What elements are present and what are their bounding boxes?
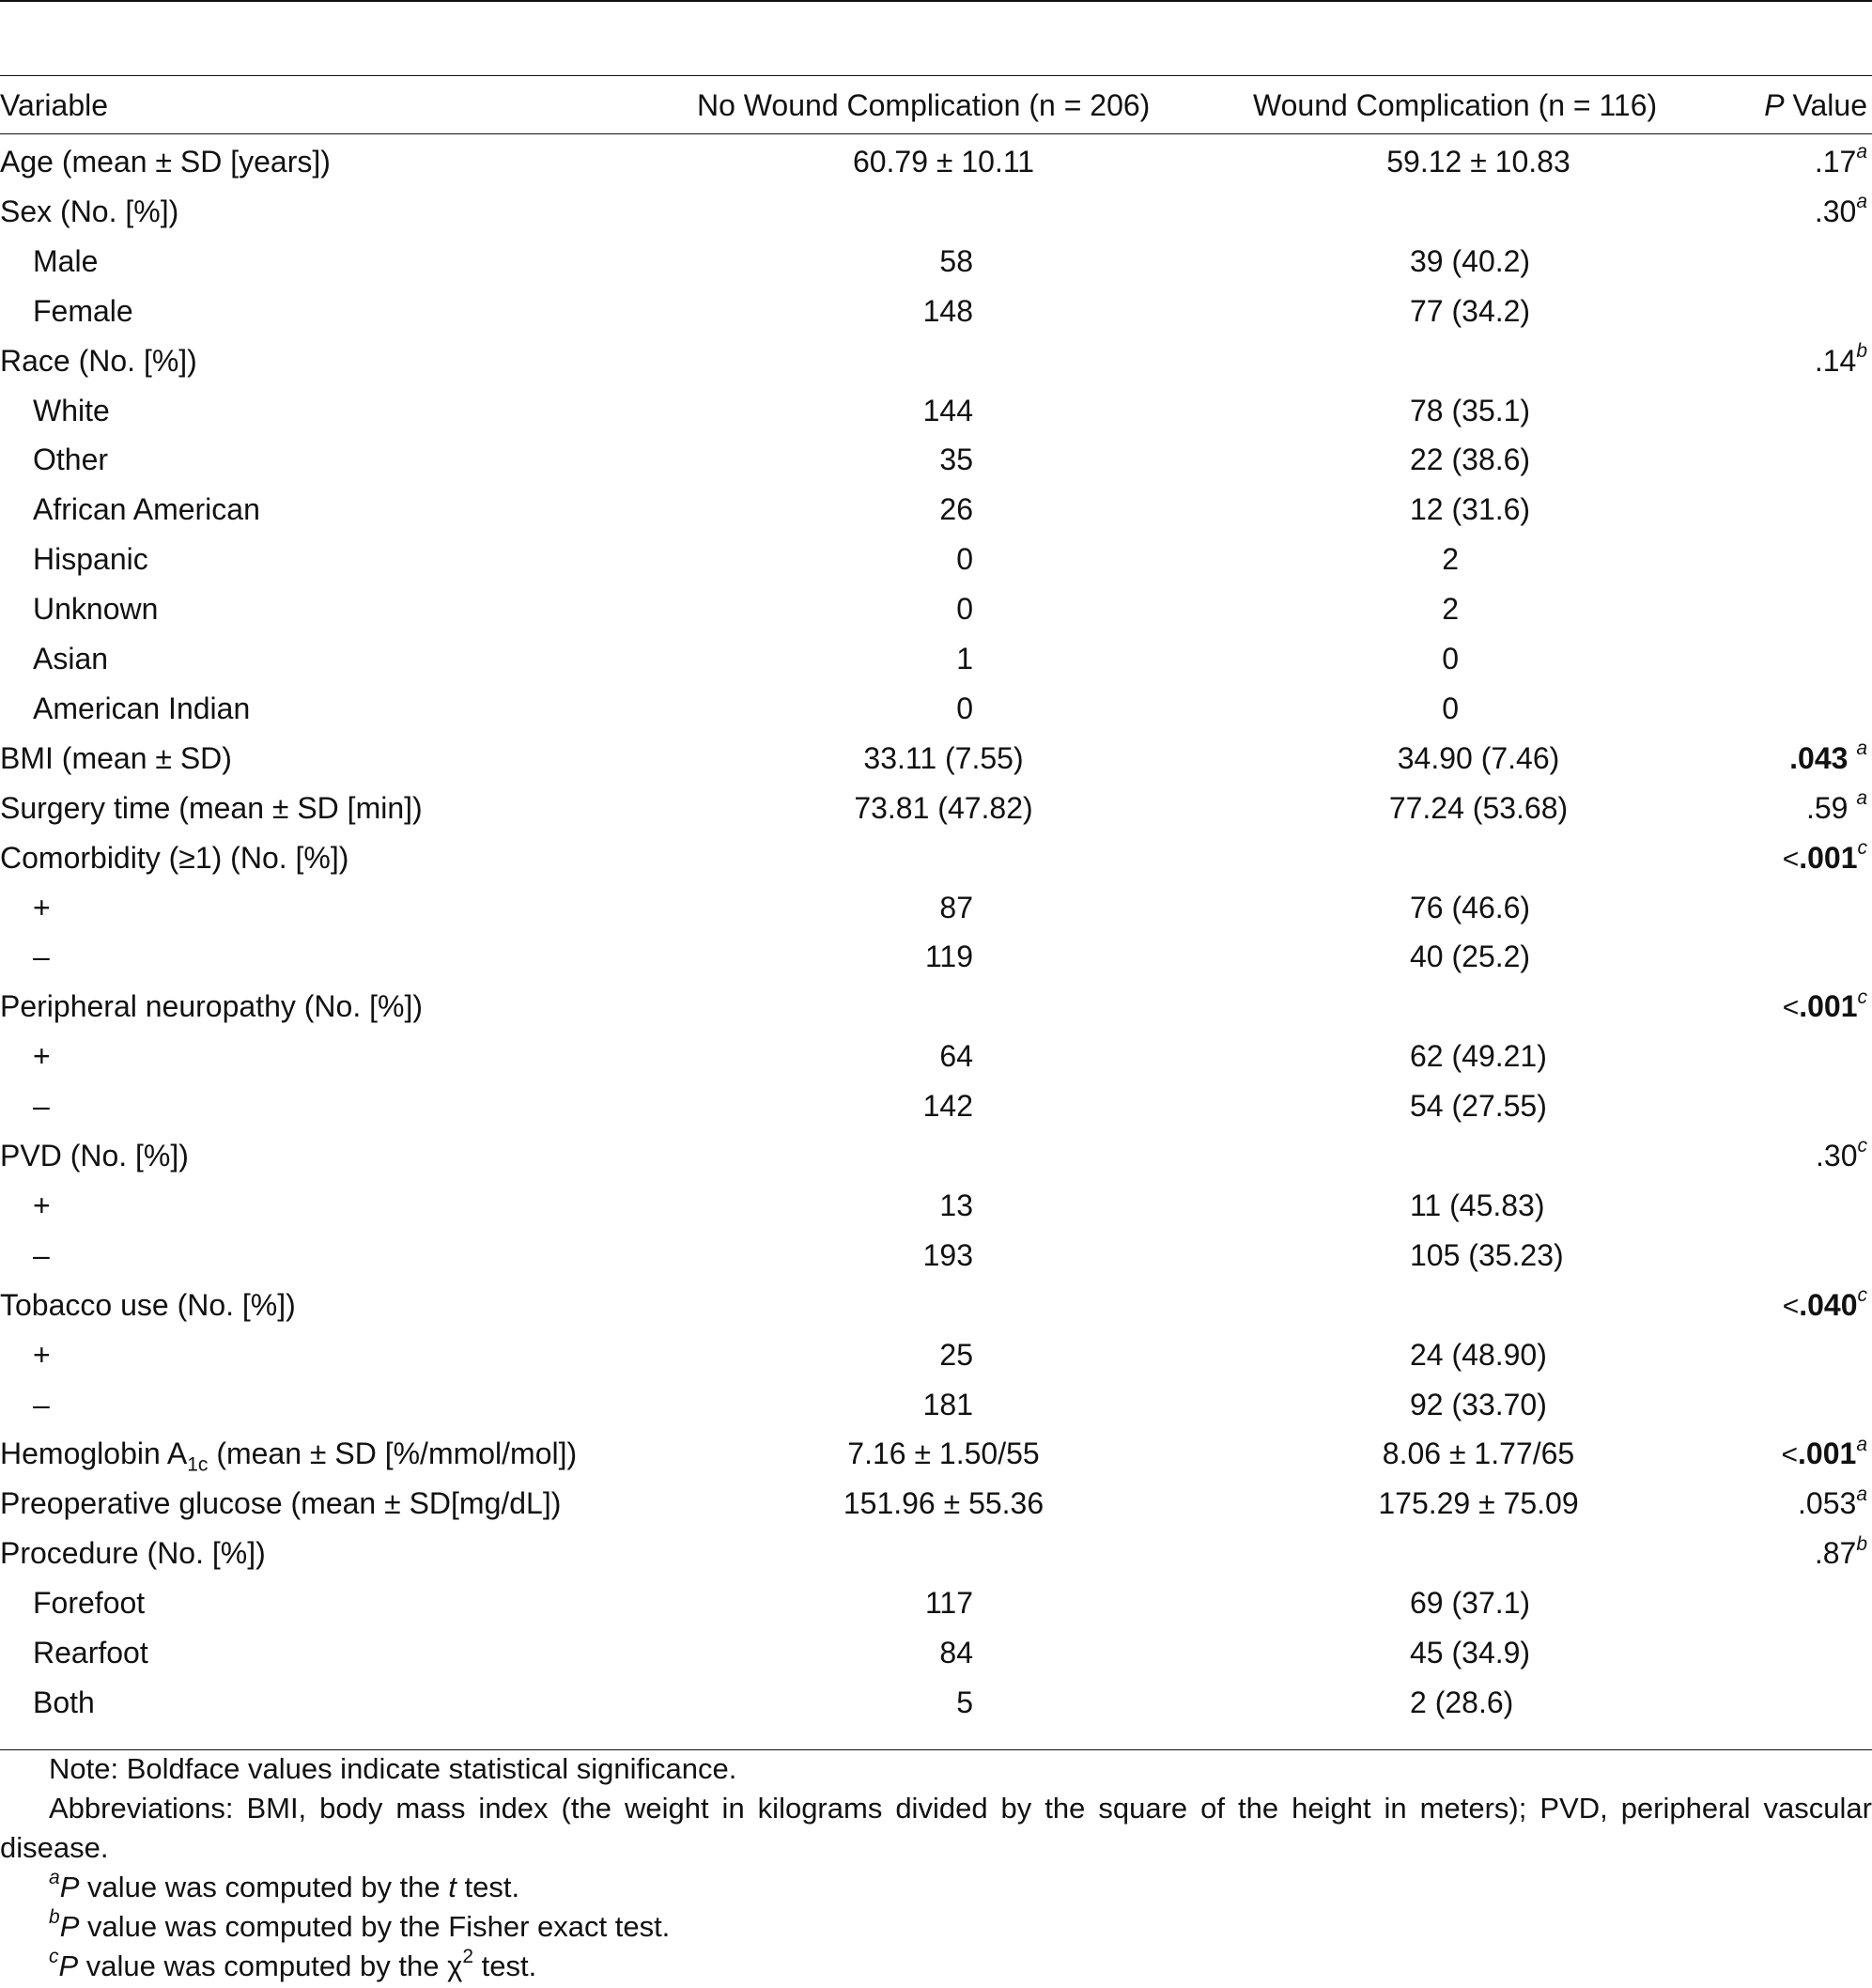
cell-wound: 34.90 (7.46) [1397,740,1560,775]
cell-variable: Preoperative glucose (mean ± SD[mg/dL]) [0,1486,562,1521]
footnote-b: $^b$P value was computed by the Fisher exact test. [49,1905,671,1943]
header-top-rule [0,75,1872,76]
table-notes [0,1749,1872,1986]
table-row [0,485,1872,535]
cell-variable: Age (mean ± SD [years]) [0,145,331,179]
table-row [0,1529,1872,1578]
cell-no-wound: 25 [939,1337,973,1372]
table-row [0,336,1872,386]
cell-no-wound: 148 [922,293,973,328]
cell-variable: Hemoglobin $A_{1c}$ (mean ± SD [%/mmol/mol]) [0,1437,578,1476]
table-row [0,684,1872,734]
cell-wound: 78 (35.1) [1410,393,1531,427]
table-row [0,287,1872,336]
cell-variable: Forefoot [33,1586,146,1621]
cell-variable: – [33,1237,50,1272]
table-row [0,1578,1872,1628]
cell-p-value: .053$^a$ [1798,1483,1867,1521]
table-row [0,137,1872,187]
cell-variable: BMI (mean ± SD) [0,740,232,775]
table-row [0,1479,1872,1529]
cell-wound: 92 (33.70) [1410,1387,1547,1421]
table-row [0,237,1872,287]
table-row [0,535,1872,584]
cell-no-wound: 64 [939,1039,973,1074]
cell-variable: Comorbidity (≥1) (No. [%]) [0,840,349,875]
cell-p-value: .59 $^a$ [1805,787,1867,825]
table-top-rule [0,0,1872,2]
cell-no-wound: 0 [956,592,973,627]
table-row [0,1678,1872,1728]
table-header-row [0,81,1872,131]
table-row [0,982,1872,1032]
cell-variable: African American [33,492,260,527]
cell-no-wound: 117 [924,1586,973,1621]
table-row [0,634,1872,684]
cell-variable: + [33,890,51,924]
table-row [0,1429,1872,1479]
cell-no-wound: 119 [924,940,973,974]
table-row [0,932,1872,982]
header-p-value: P Value [1764,88,1867,122]
cell-p-value: <.001$^c$ [1782,986,1867,1024]
cell-wound: 175.29 ± 75.09 [1378,1486,1579,1521]
table-row [0,1081,1872,1131]
table-row [0,1330,1872,1380]
cell-no-wound: 181 [922,1387,973,1421]
cell-wound: 12 (31.6) [1410,492,1531,527]
cell-variable: Both [33,1685,95,1719]
footnote-c: $^c$P value was computed by the $\chi^2$ test. [49,1945,537,1982]
cell-variable: Procedure (No. [%]) [0,1536,266,1571]
cell-variable: + [33,1188,51,1222]
cell-wound: 24 (48.90) [1410,1337,1547,1372]
cell-no-wound: 58 [939,243,973,278]
table-row [0,1131,1872,1181]
cell-p-value: .14$^b$ [1814,339,1867,378]
cell-wound: 40 (25.2) [1410,940,1531,974]
cell-variable: American Indian [33,691,251,725]
cell-variable: – [33,1387,50,1421]
table-row [0,386,1872,436]
cell-no-wound: 13 [939,1188,973,1222]
header-no-wound: No Wound Complication (n = 206) [697,88,1151,122]
note-abbreviations: Abbreviations: BMI, body mass index (the weight in kilograms divided by the square of the height in meters); PVD, peripheral vascular disease. [0,1792,1872,1864]
cell-wound: 2 [1442,542,1459,577]
cell-wound: 2 [1442,592,1459,627]
cell-variable: White [33,393,110,427]
cell-p-value: .043 $^a$ [1789,738,1867,775]
cell-wound: 2 (28.6) [1410,1685,1514,1719]
cell-no-wound: 0 [956,542,973,577]
cell-no-wound: 60.79 ± 10.11 [852,145,1035,179]
cell-wound: 11 (45.83) [1410,1188,1545,1222]
cell-variable: Female [33,293,133,328]
cell-no-wound: 142 [922,1089,973,1124]
table-row [0,1628,1872,1678]
cell-no-wound: 73.81 (47.82) [854,790,1033,825]
header-bottom-rule [0,133,1872,134]
cell-wound: 77 (34.2) [1410,293,1531,328]
header-variable: Variable [0,88,109,122]
cell-wound: 39 (40.2) [1410,243,1531,278]
table-row [0,584,1872,634]
table-row [0,734,1872,784]
cell-no-wound: 84 [939,1636,973,1670]
cell-variable: Peripheral neuropathy (No. [%]) [0,989,423,1024]
cell-wound: 0 [1442,691,1459,725]
cell-p-value: .30$^c$ [1816,1135,1867,1173]
cell-variable: Surgery time (mean ± SD [min]) [0,790,423,825]
cell-p-value: <.001$^c$ [1782,836,1867,875]
cell-no-wound: 1 [956,642,973,676]
cell-wound: 105 (35.23) [1410,1237,1564,1272]
cell-variable: + [33,1337,51,1372]
table-row [0,784,1872,833]
cell-variable: Tobacco use (No. [%]) [0,1287,296,1322]
table-row [0,1231,1872,1281]
cell-no-wound: 35 [939,443,973,477]
cell-variable: Unknown [33,592,159,627]
cell-wound: 77.24 (53.68) [1388,790,1569,825]
cell-variable: – [33,940,50,974]
cell-variable: Rearfoot [33,1636,148,1670]
cell-no-wound: 193 [922,1237,973,1272]
cell-p-value: <.001$^a$ [1781,1433,1867,1471]
cell-no-wound: 0 [956,691,973,725]
table-row [0,1281,1872,1330]
table-row [0,1181,1872,1231]
cell-no-wound: 33.11 (7.55) [863,740,1024,775]
cell-wound: 59.12 ± 10.83 [1386,145,1570,179]
table-row [0,833,1872,883]
note-boldface: Note: Boldface values indicate statistical significance. [49,1752,737,1785]
cell-wound: 45 (34.9) [1410,1636,1531,1670]
cell-wound: 62 (49.21) [1410,1039,1547,1074]
cell-p-value: .17$^a$ [1814,141,1867,179]
cell-variable: Hispanic [33,542,148,577]
cell-no-wound: 151.96 ± 55.36 [843,1486,1044,1521]
cell-no-wound: 87 [939,890,973,924]
cell-variable: Race (No. [%]) [0,343,197,378]
table-row [0,1032,1872,1081]
cell-wound: 54 (27.55) [1410,1089,1547,1124]
cell-variable: Male [33,243,99,278]
header-wound: Wound Complication (n = 116) [1253,88,1658,122]
table-row [0,435,1872,485]
cell-p-value: <.040$^c$ [1782,1284,1867,1322]
cell-p-value: .87$^b$ [1814,1532,1867,1571]
cell-wound: 8.06 ± 1.77/65 [1382,1437,1575,1471]
cell-variable: Sex (No. [%]) [0,194,179,228]
cell-variable: + [33,1039,51,1074]
cell-variable: PVD (No. [%]) [0,1139,189,1173]
cell-variable: Other [33,443,109,477]
cell-no-wound: 7.16 ± 1.50/55 [847,1437,1040,1471]
cell-variable: – [33,1089,50,1124]
cell-p-value: .30$^a$ [1814,191,1867,228]
cell-variable: Asian [33,642,109,676]
cell-wound: 76 (46.6) [1410,890,1531,924]
table-row [0,883,1872,933]
table-row [0,1380,1872,1430]
table-row [0,187,1872,237]
cell-no-wound: 26 [939,492,973,527]
cell-no-wound: 144 [922,393,973,427]
cell-wound: 0 [1442,642,1459,676]
cell-no-wound: 5 [956,1685,973,1719]
cell-wound: 22 (38.6) [1410,443,1531,477]
footnote-a: $^a$P value was computed by the t test. [49,1866,520,1903]
cell-wound: 69 (37.1) [1410,1586,1531,1621]
